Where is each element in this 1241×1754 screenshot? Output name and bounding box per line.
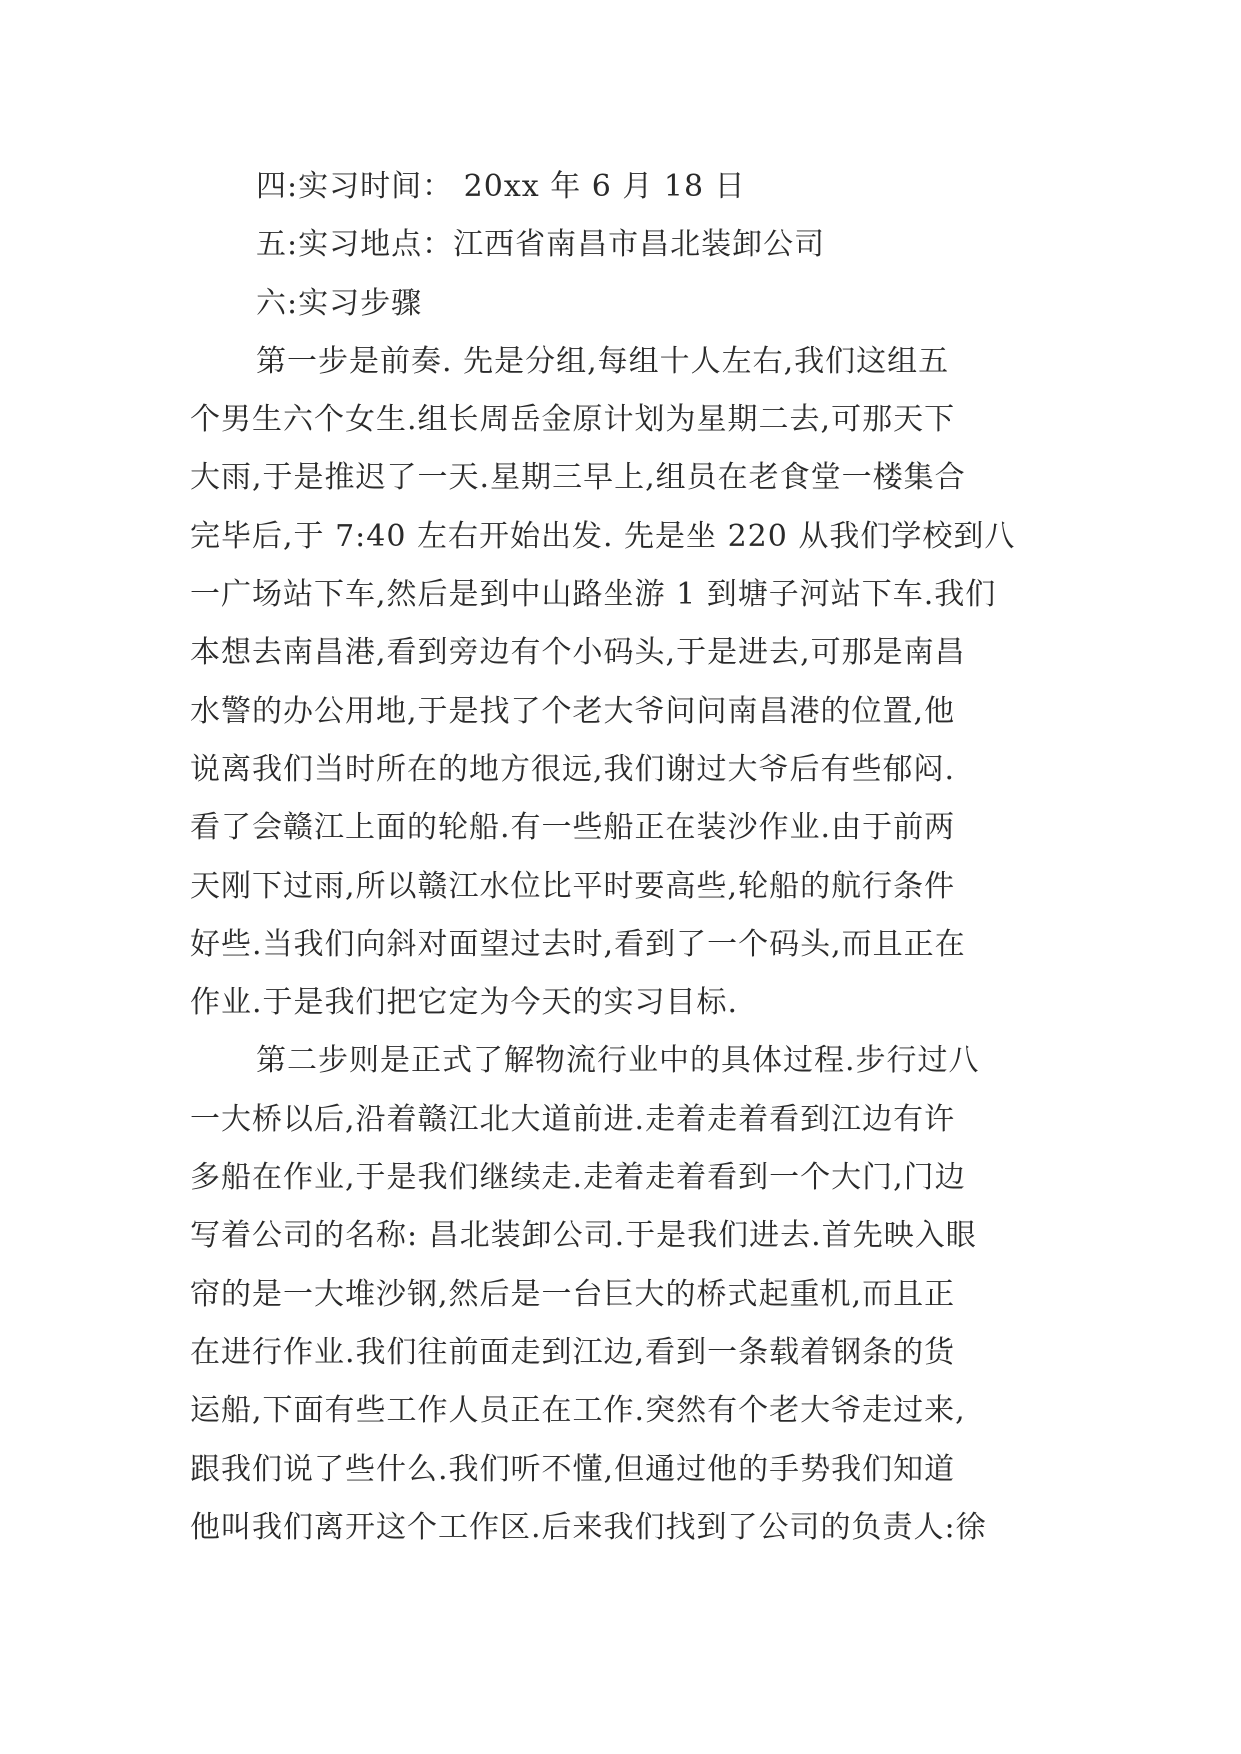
- paragraph-line: 第一步是前奏. 先是分组,每组十人左右,我们这组五: [256, 343, 950, 379]
- practice-time-line: 四:实习时间： 20xx 年 6 月 18 日: [256, 169, 746, 204]
- paragraph-line: 在进行作业.我们往前面走到江边,看到一条载着钢条的货: [190, 1334, 956, 1370]
- paragraph-line: 看了会赣江上面的轮船.有一些船正在装沙作业.由于前两: [190, 810, 956, 846]
- paragraph-line: 作业.于是我们把它定为今天的实习目标.: [190, 985, 739, 1021]
- paragraph-line: 水警的办公用地,于是找了个老大爷问问南昌港的位置,他: [190, 693, 956, 729]
- paragraph-line: 一大桥以后,沿着赣江北大道前进.走着走着看到江边有许: [190, 1101, 956, 1137]
- paragraph-line: 第二步则是正式了解物流行业中的具体过程.步行过八: [256, 1043, 980, 1079]
- practice-steps-heading: 六:实习步骤: [256, 285, 423, 321]
- paragraph-line: 他叫我们离开这个工作区.后来我们找到了公司的负责人:徐: [190, 1509, 987, 1545]
- paragraph-line: 帘的是一大堆沙钢,然后是一台巨大的桥式起重机,而且正: [190, 1276, 956, 1312]
- paragraph-line: 完毕后,于 7:40 左右开始出发. 先是坐 220 从我们学校到八: [190, 518, 1016, 554]
- paragraph-line: 大雨,于是推迟了一天.星期三早上,组员在老食堂一楼集合: [190, 460, 966, 496]
- paragraph-line: 本想去南昌港,看到旁边有个小码头,于是进去,可那是南昌: [190, 635, 966, 671]
- paragraph-line: 说离我们当时所在的地方很远,我们谢过大爷后有些郁闷.: [190, 751, 956, 787]
- paragraph-line: 好些.当我们向斜对面望过去时,看到了一个码头,而且正在: [190, 926, 966, 962]
- paragraph-line: 个男生六个女生.组长周岳金原计划为星期二去,可那天下: [190, 402, 956, 438]
- paragraph-line: 一广场站下车,然后是到中山路坐游 1 到塘子河站下车.我们: [190, 577, 997, 613]
- paragraph-line: 天刚下过雨,所以赣江水位比平时要高些,轮船的航行条件: [190, 868, 956, 904]
- document-body: [190, 158, 1060, 1557]
- paragraph-line: 跟我们说了些什么.我们听不懂,但通过他的手势我们知道: [190, 1451, 956, 1487]
- paragraph-line: 写着公司的名称: 昌北装卸公司.于是我们进去.首先映入眼: [190, 1218, 977, 1254]
- practice-location-line: 五:实习地点：江西省南昌市昌北装卸公司: [256, 227, 826, 263]
- paragraph-line: 多船在作业,于是我们继续走.走着走着看到一个大门,门边: [190, 1160, 966, 1196]
- paragraph-line: 运船,下面有些工作人员正在工作.突然有个老大爷走过来,: [190, 1393, 966, 1429]
